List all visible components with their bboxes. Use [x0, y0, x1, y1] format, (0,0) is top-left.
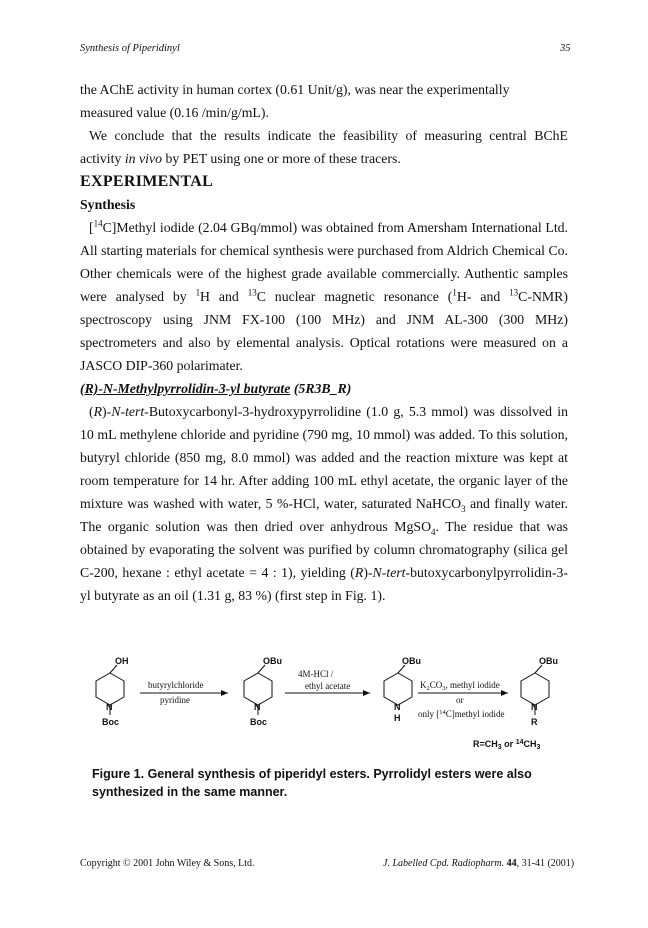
reagent-1-bottom: pyridine — [160, 695, 190, 705]
label-h: H — [394, 713, 401, 723]
synthesis-scheme — [80, 655, 570, 755]
piperidine-ring-1 — [96, 673, 124, 705]
page-number: 35 — [560, 43, 571, 54]
label-n-4: N — [531, 702, 538, 712]
reagent-3-mid: or — [456, 695, 464, 705]
compound-heading: (R)-N-Methylpyrrolidin-3-yl butyrate (5R3B_R) — [80, 381, 352, 396]
label-r: R — [531, 717, 538, 727]
paragraph-procedure: (R)-N-tert-Butoxycarbonyl-3-hydroxypyrrolidine (1.0 g, 5.3 mmol) was dissolved in 10 mL methylene chloride and pyridine (790 mg, 10 mmol) was added. To this solution, butyryl chloride (850 mg, 8.0 mmol) was added and the reaction mixture was kept at room temperature for 14 hr. After adding 100 mL ethyl acetate, the organic layer of the mixture was washed with water, 5 %-HCl, water, saturated NaHCO$_3$ and finally water. The organic solution was then dried over anhydrous MgSO$_4$. The residue that was obtained by evaporating the solvent was purified by column chromatography (silica gel C-200, hexane : ethyl acetate = 4 : 1), yielding (R)-N-tert-butoxycarbonylpyrrolidin-3-yl butyrate as an oil (1.31 g, 83 %) (first step in Fig. 1). — [80, 404, 568, 603]
paragraph-line: measured value (0.16 /min/g/mL). — [80, 105, 269, 120]
reagent-3-top: $K_2CO_3$, methyl iodide — [420, 680, 500, 692]
r-definition: $R=CH_3$ or $^{14}CH_3$ — [473, 739, 541, 751]
paragraph-materials: [$^{14}$C]Methyl iodide (2.04 GBq/mmol) was obtained from Amersham International Ltd. All starting materials for chemical synthesis were purchased from Aldrich Chemical Co. Other chemicals were of the highest grade available commercially. Authentic samples were analysed by $^1$H and $^{13}$C nuclear magnetic resonance ($^1$H- and $^{13}$C-NMR) spectroscopy using JNM FX-100 (100 MHz) and JNM AL-300 (300 MHz) spectrometers and also by elemental analysis. Optical rotations were measured on a JASCO DIP-360 polarimater. — [80, 218, 568, 373]
label-obu-1: OBu — [263, 656, 282, 666]
reagent-2-bottom: ethyl acetate — [305, 681, 351, 691]
piperidine-ring-3 — [384, 673, 412, 705]
subsection-heading-synthesis: Synthesis — [80, 197, 136, 212]
label-obu-2: OBu — [402, 656, 421, 666]
piperidine-ring-4 — [521, 673, 549, 705]
reagent-1-top: butyrylchloride — [148, 680, 204, 690]
reagent-3-bottom: only [$^{14}$C]methyl iodide — [418, 709, 505, 719]
paragraph-continued — [80, 78, 568, 124]
piperidine-ring-2 — [244, 673, 272, 705]
footer-citation: J. Labelled Cpd. Radiopharm. 44, 31-41 (2001) — [383, 858, 575, 869]
main-text — [80, 78, 568, 607]
figure-caption: Figure 1. General synthesis of piperidyl esters. Pyrrolidyl esters were also synthesized in the same manner. — [92, 767, 532, 799]
running-header-title: Synthesis of Piperidinyl — [80, 43, 180, 54]
label-obu-3: OBu — [539, 656, 558, 666]
label-oh: OH — [115, 656, 129, 666]
label-boc-1: Boc — [102, 717, 120, 727]
label-n-3: N — [394, 702, 401, 712]
label-n-1: N — [106, 702, 113, 712]
section-heading-experimental: EXPERIMENTAL — [80, 173, 214, 190]
label-boc-2: Boc — [250, 717, 268, 727]
footer-copyright: Copyright © 2001 John Wiley & Sons, Ltd. — [80, 858, 255, 869]
label-n-2: N — [254, 702, 261, 712]
reagent-2-top: 4M-HCl / — [298, 669, 334, 679]
paragraph-conclusion: We conclude that the results indicate the feasibility of measuring central BChE activity in vivo by PET using one or more of these tracers. — [80, 128, 568, 166]
paragraph-line: the AChE activity in human cortex (0.61 Unit/g), was near the experimentally — [80, 82, 510, 97]
